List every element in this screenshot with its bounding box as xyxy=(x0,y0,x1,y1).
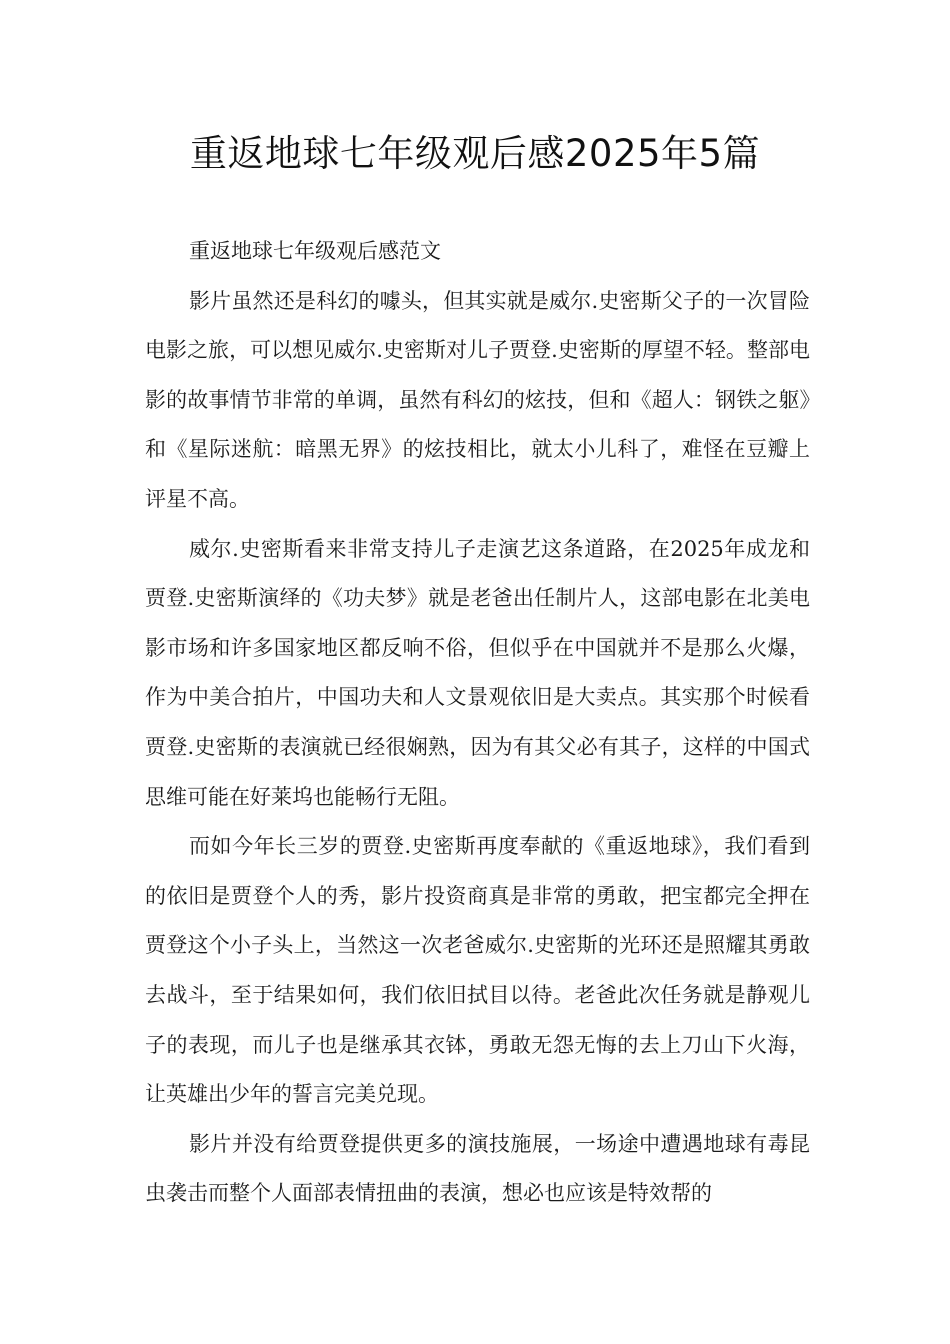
body-paragraph-4: 影片并没有给贾登提供更多的演技施展，一场途中遭遇地球有毒昆虫袭击而整个人面部表情扭曲的表演，想必也应该是特效帮的 xyxy=(145,1131,810,1206)
subtitle-paragraph: 重返地球七年级观后感范文 xyxy=(189,239,441,263)
body-paragraph-1: 影片虽然还是科幻的噱头，但其实就是威尔.史密斯父子的一次冒险电影之旅，可以想见威尔.史密斯对儿子贾登.史密斯的厚望不轻。整部电影的故事情节非常的单调，虽然有科幻的炫技，但和《超人：钢铁之躯》和《星际迷航：暗黑无界》的炫技相比，就太小儿科了，难怪在豆瓣上评星不高。 xyxy=(145,288,810,511)
document-body xyxy=(145,227,810,1219)
body-paragraph-3: 而如今年长三岁的贾登.史密斯再度奉献的《重返地球》，我们看到的依旧是贾登个人的秀，影片投资商真是非常的勇敢，把宝都完全押在贾登这个小子头上，当然这一次老爸威尔.史密斯的光环还是照耀其勇敢去战斗，至于结果如何，我们依旧拭目以待。老爸此次任务就是静观儿子的表现，而儿子也是继承其衣钵，勇敢无怨无悔的去上刀山下火海，让英雄出少年的誓言完美兑现。 xyxy=(145,834,810,1107)
document-title: 重返地球七年级观后感2025年5篇 xyxy=(189,132,761,175)
body-paragraph-2: 威尔.史密斯看来非常支持儿子走演艺这条道路，在2025年成龙和贾登.史密斯演绎的《功夫梦》就是老爸出任制片人，这部电影在北美电影市场和许多国家地区都反响不俗，但似乎在中国就并不是那么火爆，作为中美合拍片，中国功夫和人文景观依旧是大卖点。其实那个时候看贾登.史密斯的表演就已经很娴熟，因为有其父必有其子，这样的中国式思维可能在好莱坞也能畅行无阻。 xyxy=(145,536,810,809)
